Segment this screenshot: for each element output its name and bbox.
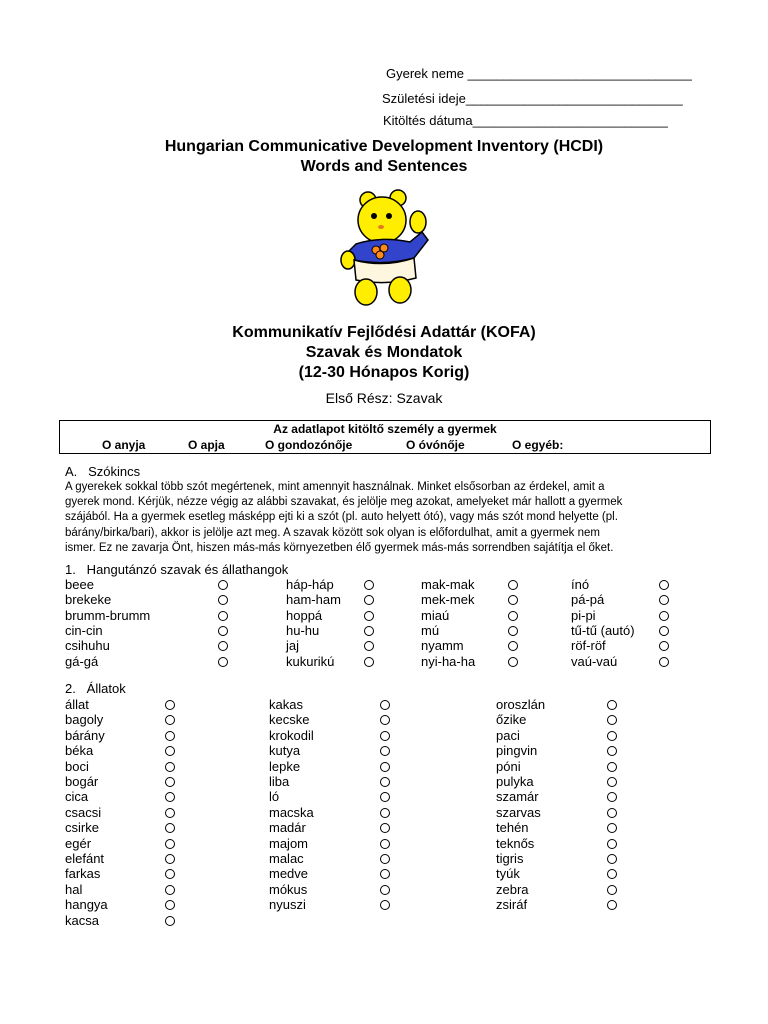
word-checkbox[interactable] (380, 839, 390, 849)
word-label: nyi-ha-ha (421, 653, 476, 669)
word-label: tehén (496, 820, 529, 836)
word-label: brumm-brumm (65, 607, 151, 623)
word-label: tű-tű (autó) (571, 622, 635, 638)
kofa-title-line-3: (12-30 Hónapos Korig) (298, 364, 470, 381)
word-checkbox[interactable] (218, 626, 228, 636)
word-label: paci (496, 727, 520, 743)
word-checkbox[interactable] (165, 792, 175, 802)
word-checkbox[interactable] (380, 731, 390, 741)
section-a-heading: A. Szókincs (65, 464, 141, 479)
section-a-paragraph (65, 480, 715, 556)
word-label: ló (269, 789, 280, 805)
word-label: csirke (65, 820, 99, 836)
word-label: béka (65, 743, 94, 759)
word-label: bagoly (65, 712, 104, 728)
word-label: mak-mak (421, 577, 475, 592)
para-line: A gyerekek sokkal több szót megértenek, mint amennyit használnak. Minket elsősorban az érdekel, amit a (65, 481, 605, 493)
kofa-title-line-1: Kommunikatív Fejlődési Adattár (KOFA) (232, 324, 536, 341)
word-label: mek-mek (421, 592, 475, 608)
word-checkbox[interactable] (165, 839, 175, 849)
word-checkbox[interactable] (218, 611, 228, 621)
word-checkbox[interactable] (607, 777, 617, 787)
word-checkbox[interactable] (607, 746, 617, 756)
word-checkbox[interactable] (165, 854, 175, 864)
word-checkbox[interactable] (607, 823, 617, 833)
word-checkbox[interactable] (659, 626, 669, 636)
para-line: bárány/birka/bari), akkor is jelölje azt meg. A szavak között sok olyan is előfordulhat, amit a gyermek nem (65, 526, 600, 539)
word-label: ínó (571, 577, 590, 592)
word-label: csihuhu (65, 638, 110, 654)
word-label: egér (65, 835, 92, 851)
word-label: őzike (496, 712, 527, 728)
kofa-title (0, 323, 768, 383)
word-checkbox[interactable] (380, 700, 390, 710)
birth-date-label: Születési ideje (382, 91, 466, 106)
respondent-box-title: Az adatlapot kitöltő személy a gyermek (273, 422, 497, 436)
word-label: mókus (269, 881, 308, 897)
part-heading: Első Rész: Szavak (325, 390, 443, 406)
word-checkbox[interactable] (659, 611, 669, 621)
option-father[interactable]: O apja (188, 438, 225, 452)
word-checkbox[interactable] (607, 808, 617, 818)
word-checkbox[interactable] (508, 611, 518, 621)
word-label: gá-gá (65, 653, 99, 669)
word-label: elefánt (65, 851, 105, 866)
word-checkbox[interactable] (380, 777, 390, 787)
word-checkbox[interactable] (380, 823, 390, 833)
word-checkbox[interactable] (508, 626, 518, 636)
word-checkbox[interactable] (218, 595, 228, 605)
word-checkbox[interactable] (165, 916, 175, 926)
word-label: malac (269, 851, 304, 866)
word-label: szarvas (496, 804, 541, 820)
word-checkbox[interactable] (607, 762, 617, 772)
word-label: csacsi (65, 804, 102, 820)
child-sex-field[interactable] (386, 66, 692, 81)
word-checkbox[interactable] (165, 715, 175, 725)
word-label: bárány (65, 727, 105, 743)
fill-date-line[interactable]: ___________________________ (472, 113, 668, 128)
word-checkbox[interactable] (165, 700, 175, 710)
child-sex-line[interactable]: _______________________________ (467, 66, 692, 81)
word-label: mú (421, 622, 440, 638)
para-line: gyerek mond. Kérjük, nézze végig az alábbi szavakat, és jelölje meg azokat, amelyeket már hallott a gyermek (65, 496, 623, 509)
word-label: cin-cin (65, 622, 103, 638)
word-label: póni (496, 758, 521, 774)
word-checkbox[interactable] (364, 657, 374, 667)
word-label: kacsa (65, 912, 99, 928)
birth-date-field[interactable] (382, 91, 683, 106)
word-label: lepke (269, 758, 301, 774)
section-2-heading: 2. Állatok (65, 681, 126, 696)
word-label: zebra (496, 881, 529, 897)
respondent-box (59, 420, 711, 454)
word-label: tyúk (496, 866, 520, 882)
word-label: szamár (496, 789, 539, 805)
word-checkbox[interactable] (607, 715, 617, 725)
word-label: boci (65, 758, 89, 774)
kofa-title-line-2: Szavak és Mondatok (305, 344, 463, 361)
word-checkbox[interactable] (607, 869, 617, 879)
word-checkbox[interactable] (364, 580, 374, 590)
para-line: ismer. Ez ne zavarja Önt, hiszen más-más környezetben élő gyermek más-más sorrendben sajátítja el őket. (65, 541, 614, 554)
word-label: ham-ham (286, 592, 341, 608)
word-label: állat (65, 697, 89, 712)
word-checkbox[interactable] (380, 762, 390, 772)
word-label: zsiráf (496, 897, 528, 913)
word-checkbox[interactable] (165, 808, 175, 818)
word-checkbox[interactable] (607, 900, 617, 910)
word-label: pingvin (496, 743, 538, 759)
fill-date-field[interactable] (383, 113, 668, 128)
word-label: pá-pá (571, 592, 605, 608)
word-label: oroszlán (496, 697, 546, 712)
word-checkbox[interactable] (508, 580, 518, 590)
word-label: jaj (286, 638, 300, 654)
word-checkbox[interactable] (380, 869, 390, 879)
word-checkbox[interactable] (364, 595, 374, 605)
word-checkbox[interactable] (165, 869, 175, 879)
option-other[interactable]: O egyéb: (512, 438, 564, 452)
word-label: miaú (421, 607, 450, 623)
word-checkbox[interactable] (607, 792, 617, 802)
word-label: kecske (269, 712, 310, 728)
section-1-heading: 1. Hangutánzó szavak és állathangok (65, 562, 289, 577)
word-checkbox[interactable] (659, 657, 669, 667)
word-checkbox[interactable] (508, 641, 518, 651)
word-label: hangya (65, 897, 108, 913)
word-checkbox[interactable] (607, 731, 617, 741)
word-checkbox[interactable] (165, 777, 175, 787)
word-label: tigris (496, 851, 524, 866)
word-checkbox[interactable] (659, 641, 669, 651)
word-checkbox[interactable] (607, 700, 617, 710)
word-label: hoppá (286, 607, 323, 623)
word-label: teknős (496, 835, 535, 851)
word-checkbox[interactable] (508, 595, 518, 605)
word-label: kukurikú (286, 653, 335, 669)
word-label: nyamm (421, 638, 464, 654)
word-checkbox[interactable] (218, 657, 228, 667)
word-label: pulyka (496, 774, 534, 789)
word-label: farkas (65, 866, 101, 882)
word-checkbox[interactable] (659, 595, 669, 605)
para-line: szájából. Ha a gyermek esetleg másképp ejti ki a szót (pl. auto helyett ótó), vagy más szót mond helyette (pl. (65, 511, 618, 524)
birth-date-line[interactable]: ______________________________ (465, 91, 683, 106)
word-label: brekeke (65, 592, 112, 608)
word-label: nyuszi (269, 897, 306, 913)
word-checkbox[interactable] (380, 715, 390, 725)
word-checkbox[interactable] (380, 746, 390, 756)
title-line-1: Hungarian Communicative Development Inventory (HCDI) (164, 138, 604, 155)
bear-mascot-icon (340, 186, 432, 308)
title-line-2: Words and Sentences (300, 158, 468, 175)
word-checkbox[interactable] (165, 731, 175, 741)
word-label: cica (65, 789, 89, 805)
word-checkbox[interactable] (364, 611, 374, 621)
fill-date-label: Kitöltés dátuma (383, 113, 473, 128)
word-checkbox[interactable] (380, 900, 390, 910)
word-label: medve (269, 866, 309, 882)
word-checkbox[interactable] (380, 808, 390, 818)
word-checkbox[interactable] (607, 885, 617, 895)
word-label: kakas (269, 697, 303, 712)
document-title (0, 137, 768, 177)
word-label: madár (269, 820, 306, 836)
word-checkbox[interactable] (607, 854, 617, 864)
word-label: pi-pi (571, 607, 596, 623)
word-label: krokodil (269, 727, 314, 743)
word-label: beee (65, 577, 94, 592)
word-label: majom (269, 835, 309, 851)
word-checkbox[interactable] (165, 762, 175, 772)
word-label: röf-röf (571, 638, 606, 654)
word-label: háp-háp (286, 577, 334, 592)
word-checkbox[interactable] (380, 854, 390, 864)
word-checkbox[interactable] (380, 792, 390, 802)
word-checkbox[interactable] (165, 746, 175, 756)
word-checkbox[interactable] (508, 657, 518, 667)
word-label: kutya (269, 743, 301, 759)
word-checkbox[interactable] (659, 580, 669, 590)
word-label: vaú-vaú (571, 653, 618, 669)
word-checkbox[interactable] (364, 626, 374, 636)
word-label: bogár (65, 774, 99, 789)
option-teacher[interactable]: O óvónője (406, 438, 465, 452)
option-caregiver[interactable]: O gondozónője (265, 438, 353, 452)
word-checkbox[interactable] (218, 641, 228, 651)
word-label: hu-hu (286, 622, 320, 638)
child-sex-label: Gyerek neme (386, 66, 465, 81)
word-checkbox[interactable] (165, 900, 175, 910)
word-label: liba (269, 774, 290, 789)
word-checkbox[interactable] (380, 885, 390, 895)
word-label: hal (65, 881, 83, 897)
word-label: macska (269, 804, 314, 820)
word-checkbox[interactable] (218, 580, 228, 590)
option-mother[interactable]: O anyja (102, 438, 146, 452)
word-checkbox[interactable] (165, 885, 175, 895)
word-checkbox[interactable] (364, 641, 374, 651)
word-checkbox[interactable] (165, 823, 175, 833)
word-checkbox[interactable] (607, 839, 617, 849)
